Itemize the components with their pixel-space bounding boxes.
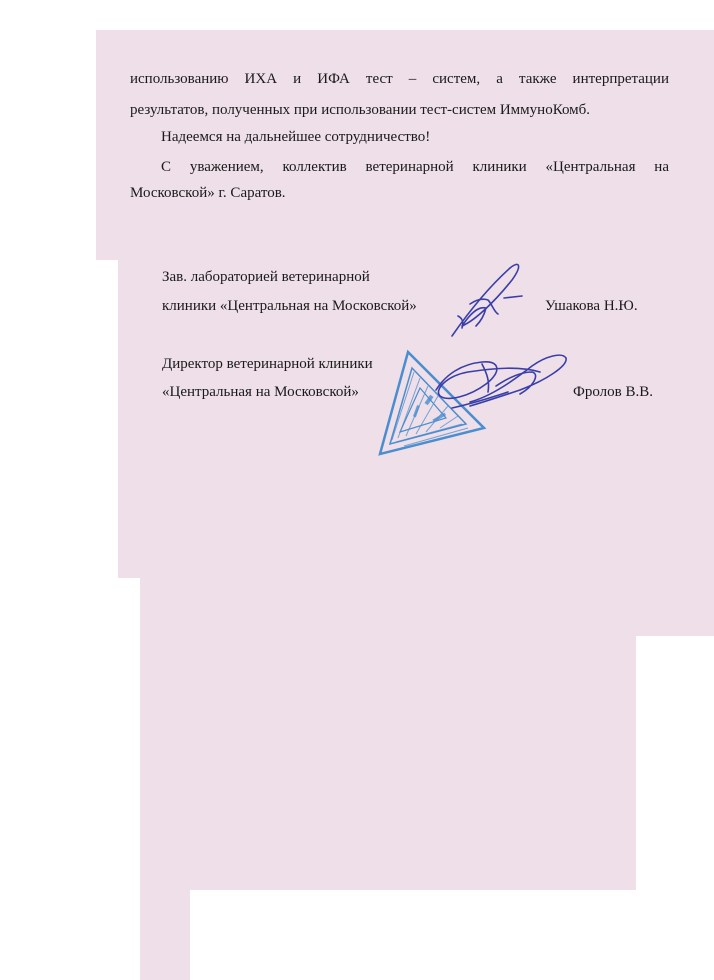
letter-paragraph-2: Надеемся на дальнейшее сотрудничество! — [161, 129, 431, 145]
director-title-line-1: Директор ветеринарной клиники — [162, 356, 373, 372]
letter-paragraph-3-line-2: Московской» г. Саратов. — [130, 185, 286, 201]
paper-sheet-tail — [140, 888, 190, 980]
letter-paragraph-3-line-1: С уважением, коллектив ветеринарной клиники «Центральная на — [161, 159, 669, 175]
director-name: Фролов В.В. — [573, 384, 653, 400]
letter-paragraph-1-line-2: результатов, полученных при использовании тест-систем ИммуноКомб. — [130, 102, 591, 118]
lab-head-title-line-2: клиники «Центральная на Московской» — [162, 298, 417, 314]
lab-head-title-line-1: Зав. лабораторией ветеринарной — [162, 269, 370, 285]
paper-sheet-bottom — [140, 634, 636, 890]
lab-head-name: Ушакова Н.Ю. — [545, 298, 638, 314]
director-title-line-2: «Центральная на Московской» — [162, 384, 359, 400]
letter-paragraph-1-line-1: использованию ИХА и ИФА тест – систем, а также интерпретации — [130, 71, 669, 87]
paper-sheet-lower — [140, 576, 714, 636]
